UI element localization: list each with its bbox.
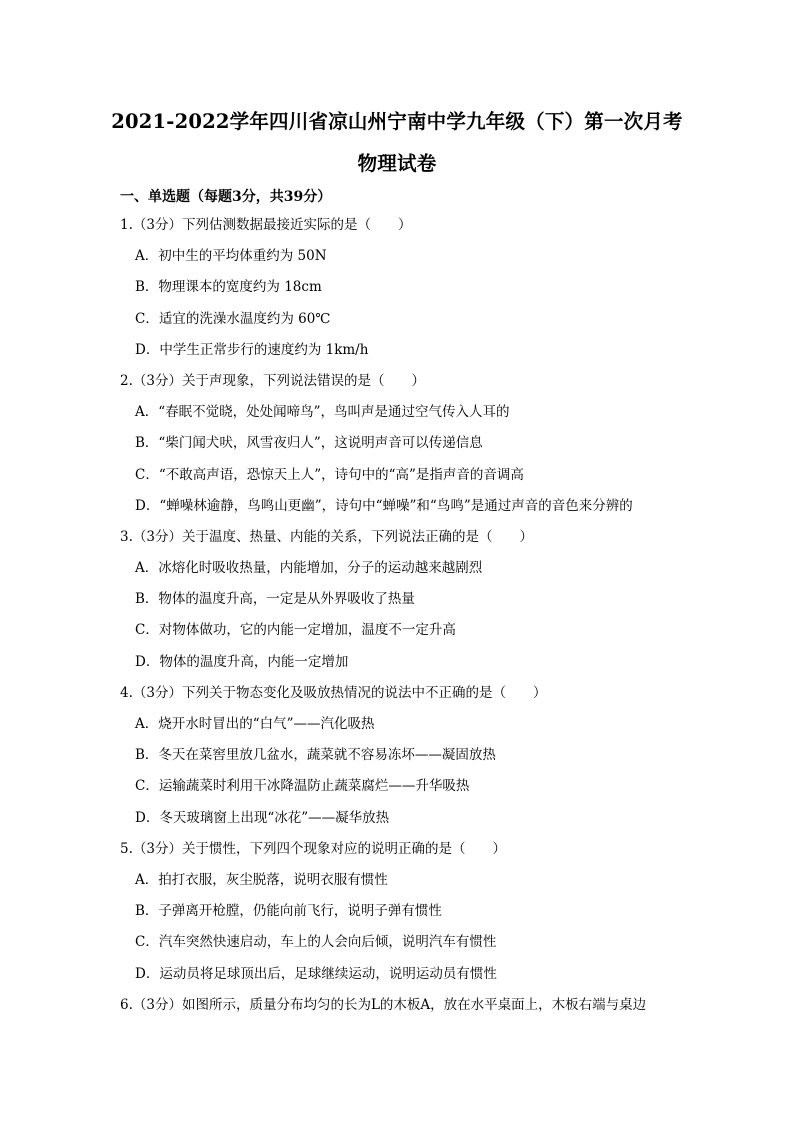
option-d: D．物体的温度升高，内能一定增加 <box>135 653 349 670</box>
option-c: C．运输蔬菜时利用干冰降温防止蔬菜腐烂——升华吸热 <box>135 778 470 795</box>
option-a: A．初中生的平均体重约为 50N <box>135 248 327 265</box>
option-d: D．“蝉噪林逾静，鸟鸣山更幽”，诗句中“蝉噪”和“鸟鸣”是通过声音的音色来分辨的 <box>135 497 633 514</box>
question-4 <box>0 678 794 834</box>
option-b: B．物理课本的宽度约为 18cm <box>135 279 322 296</box>
exam-subtitle: 物理试卷 <box>357 152 437 175</box>
question-stem: 2.（3分）关于声现象，下列说法错误的是（ ） <box>120 372 425 389</box>
question-list <box>0 210 794 1021</box>
question-3 <box>0 522 794 678</box>
option-c: C．对物体做功，它的内能一定增加，温度不一定升高 <box>135 622 456 639</box>
option-b: B．“柴门闻犬吠，风雪夜归人”，这说明声音可以传递信息 <box>135 435 483 452</box>
option-b: B．冬天在菜窖里放几盆水，蔬菜就不容易冻坏——凝固放热 <box>135 747 496 764</box>
question-stem: 1.（3分）下列估测数据最接近实际的是（ ） <box>120 217 412 233</box>
option-c: C．汽车突然快速启动，车上的人会向后倾，说明汽车有惯性 <box>135 934 497 951</box>
section-heading: 一、单选题（每题3分，共39分） <box>120 189 332 205</box>
option-a: A．烧开水时冒出的“白气”——汽化吸热 <box>135 716 375 732</box>
option-b: B．子弹离开枪膛，仍能向前飞行，说明子弹有惯性 <box>135 903 442 920</box>
option-b: B．物体的温度升高，一定是从外界吸收了热量 <box>135 591 415 608</box>
question-5 <box>0 834 794 990</box>
question-stem: 5.（3分）关于惯性，下列四个现象对应的说明正确的是（ ） <box>120 840 506 857</box>
question-stem: 4.（3分）下列关于物态变化及吸放热情况的说法中不正确的是（ ） <box>120 684 547 701</box>
option-a: A．拍打衣服，灰尘脱落，说明衣服有惯性 <box>135 871 388 888</box>
option-c: C．适宜的洗澡水温度约为 60℃ <box>135 310 331 327</box>
option-a: A．“春眠不觉晓，处处闻啼鸟”，鸟叫声是通过空气传入人耳的 <box>135 404 510 421</box>
option-d: D．冬天玻璃窗上出现“冰花”——凝华放热 <box>135 809 390 826</box>
option-d: D．中学生正常步行的速度约为 1km/h <box>135 341 369 358</box>
option-d: D．运动员将足球顶出后，足球继续运动，说明运动员有惯性 <box>135 965 497 982</box>
question-6 <box>0 990 794 1021</box>
option-a: A．冰熔化时吸收热量，内能增加，分子的运动越来越剧烈 <box>135 560 483 577</box>
question-stem: 3.（3分）关于温度、热量、内能的关系，下列说法正确的是（ ） <box>120 528 533 545</box>
question-1 <box>0 210 794 366</box>
question-2 <box>0 366 794 522</box>
question-stem: 6.（3分）如图所示，质量分布均匀的长为L的木板A，放在水平桌面上，木板右端与桌边 <box>120 996 647 1013</box>
option-c: C．“不敢高声语，恐惊天上人”，诗句中的“高”是指声音的音调高 <box>135 466 524 483</box>
exam-title: 2021-2022学年四川省凉山州宁南中学九年级（下）第一次月考 <box>111 110 683 133</box>
